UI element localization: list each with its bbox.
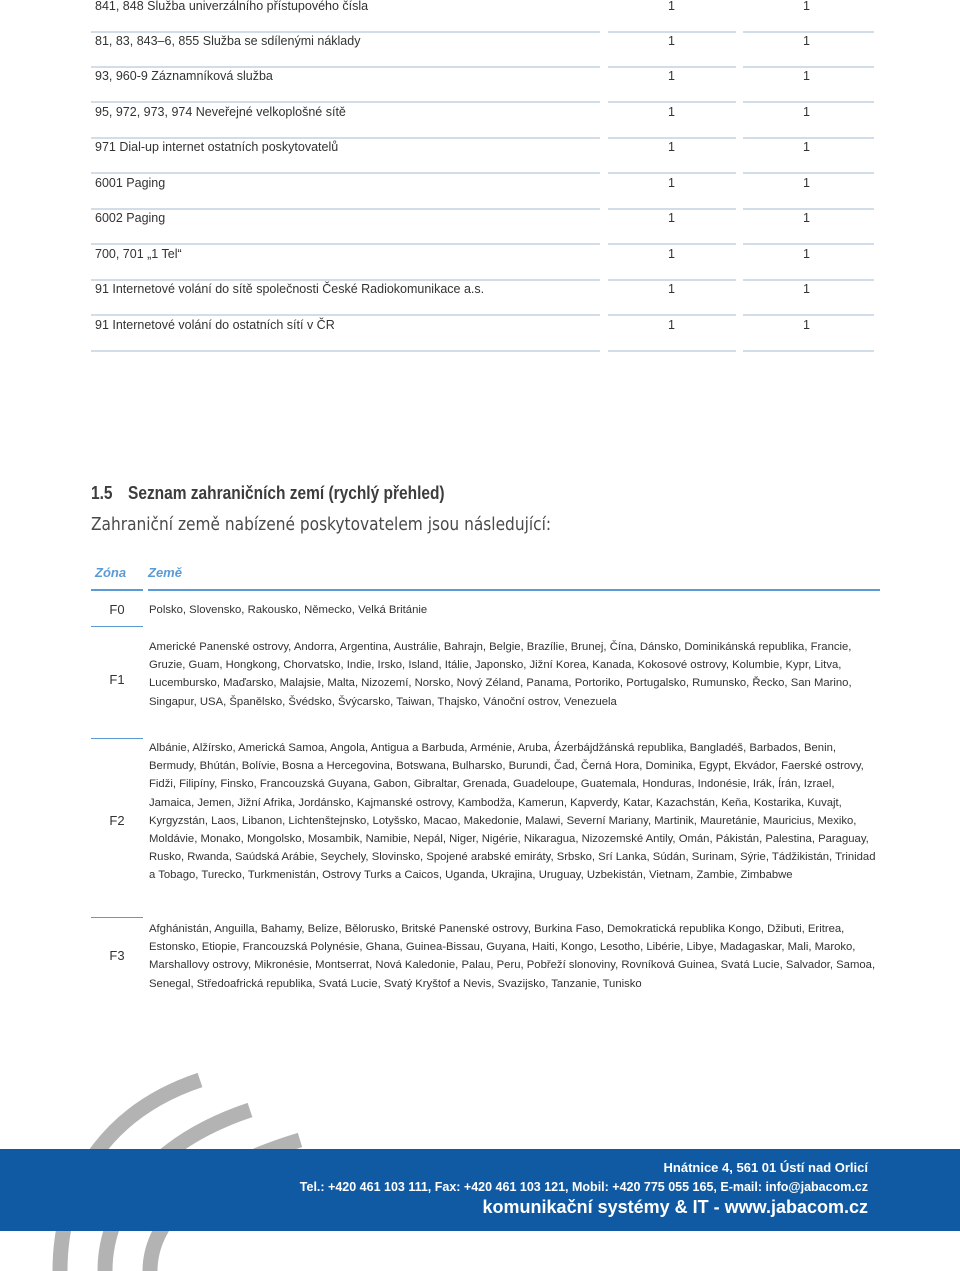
row-divider <box>608 314 736 316</box>
service-value-2: 1 <box>803 140 810 154</box>
zone-label: F3 <box>109 948 125 963</box>
section-title: Seznam zahraničních zemí (rychlý přehled) <box>128 483 445 503</box>
zone-countries: Americké Panenské ostrovy, Andorra, Argentina, Austrálie, Bahrajn, Belgie, Brazílie, Brunej, Čína, Dánsko, Dominikánská republika, Francie, Gruzie, Guam, Hongkong, Chorvatsko, Indie, Irsko, Island, Itálie, Japonsko, Jižní Korea, Kanada, Kokosové ostrovy, Kolumbie, Kypr, Litva, Lucembursko, Maďarsko, Malajsie, Malta, Nizozemí, Norsko, Nový Zéland, Panama, Portoriko, Portugalsko, Rumunsko, Řecko, San Marino, Singapur, USA, Španělsko, Švédsko, Švýcarsko, Taiwan, Thajsko, Vánoční ostrov, Venezuela <box>149 641 852 708</box>
table-row <box>0 212 960 247</box>
header-divider <box>148 589 880 591</box>
section-number: 1.5 <box>91 483 113 503</box>
footer-tagline: komunikační systémy & IT - www.jabacom.cz <box>482 1197 868 1217</box>
row-divider <box>608 279 736 281</box>
row-divider <box>743 66 874 68</box>
service-name: 841, 848 Služba univerzálního přístupového čísla <box>95 0 369 13</box>
row-divider <box>91 137 600 139</box>
service-value-1: 1 <box>668 318 675 332</box>
row-divider <box>91 279 600 281</box>
service-name: 91 Internetové volání do sítě společnosti České Radiokomunikace a.s. <box>95 282 485 296</box>
row-divider <box>91 31 600 33</box>
row-divider <box>743 208 874 210</box>
zone-label: F1 <box>109 672 125 687</box>
row-divider <box>608 208 736 210</box>
table-row <box>0 601 960 631</box>
service-value-2: 1 <box>803 34 810 48</box>
row-divider <box>91 66 600 68</box>
zone-label: F2 <box>109 813 125 828</box>
row-divider <box>91 626 143 627</box>
row-divider <box>91 917 143 918</box>
row-divider <box>608 101 736 103</box>
row-divider <box>91 350 600 352</box>
row-divider <box>91 101 600 103</box>
row-divider <box>91 314 600 316</box>
service-value-1: 1 <box>668 105 675 119</box>
service-value-1: 1 <box>668 211 675 225</box>
table-row <box>0 248 960 283</box>
service-value-2: 1 <box>803 282 810 296</box>
zone-column-header: Zóna <box>95 565 127 580</box>
service-name: 93, 960-9 Záznamníková služba <box>95 69 273 83</box>
service-name: 6002 Paging <box>95 211 166 225</box>
row-divider <box>743 31 874 33</box>
service-name: 95, 972, 973, 974 Neveřejné velkoplošné sítě <box>95 105 346 119</box>
row-divider <box>91 208 600 210</box>
countries-column-header: Země <box>148 565 182 580</box>
row-divider <box>608 66 736 68</box>
table-row <box>0 739 960 919</box>
row-divider <box>608 31 736 33</box>
footer-contact: Tel.: +420 461 103 111, Fax: +420 461 103 121, Mobil: +420 775 055 165, E-mail: info@jabacom.cz <box>299 1180 868 1194</box>
row-divider <box>91 172 600 174</box>
table-row <box>0 106 960 141</box>
table-row <box>0 283 960 318</box>
row-divider <box>91 243 600 245</box>
service-name: 91 Internetové volání do ostatních sítí v ČR <box>95 318 335 332</box>
service-value-1: 1 <box>668 69 675 83</box>
service-value-1: 1 <box>668 34 675 48</box>
footer-address: Hnátnice 4, 561 01 Ústí nad Orlicí <box>663 1160 868 1175</box>
row-divider <box>608 137 736 139</box>
row-divider <box>743 243 874 245</box>
service-value-1: 1 <box>668 247 675 261</box>
row-divider <box>743 172 874 174</box>
service-name: 700, 701 „1 Tel“ <box>95 247 182 261</box>
service-name: 81, 83, 843–6, 855 Služba se sdílenými náklady <box>95 34 361 48</box>
row-divider <box>743 137 874 139</box>
row-divider <box>608 243 736 245</box>
row-divider <box>608 350 736 352</box>
table-row <box>0 319 960 354</box>
service-value-1: 1 <box>668 140 675 154</box>
service-value-2: 1 <box>803 211 810 225</box>
service-value-2: 1 <box>803 0 810 13</box>
section-heading <box>91 483 445 504</box>
table-row <box>0 638 960 738</box>
service-value-2: 1 <box>803 105 810 119</box>
table-row <box>0 35 960 70</box>
table-row <box>0 70 960 105</box>
table-row <box>0 141 960 176</box>
service-value-1: 1 <box>668 0 675 13</box>
service-value-2: 1 <box>803 318 810 332</box>
service-name: 6001 Paging <box>95 176 166 190</box>
footer-band <box>0 1149 960 1231</box>
service-value-1: 1 <box>668 282 675 296</box>
row-divider <box>743 101 874 103</box>
zone-countries: Afghánistán, Anguilla, Bahamy, Belize, Bělorusko, Britské Panenské ostrovy, Burkina Faso, Demokratická republika Kongo, Džibuti, Eritrea, Estonsko, Etiopie, Francouzská Polynésie, Ghana, Guinea-Bissau, Guyana, Haiti, Kongo, Lesotho, Libérie, Libye, Madagaskar, Mali, Maroko, Marshallovy ostrovy, Mikronésie, Montserrat, Nová Kaledonie, Palau, Peru, Pobřeží slonoviny, Rovníková Guinea, Svatá Lucie, Salvador, Samoa, Senegal, Středoafrická republika, Svatá Lucie, Svatý Kryštof a Nevis, Svazijsko, Tanzanie, Tunisko <box>149 923 876 990</box>
table-row <box>0 920 960 1000</box>
service-value-1: 1 <box>668 176 675 190</box>
zone-countries: Polsko, Slovensko, Rakousko, Německo, Velká Británie <box>149 604 428 616</box>
table-row <box>0 0 960 35</box>
row-divider <box>743 314 874 316</box>
service-value-2: 1 <box>803 247 810 261</box>
service-name: 971 Dial-up internet ostatních poskytovatelů <box>95 140 339 154</box>
row-divider <box>743 350 874 352</box>
header-divider <box>91 589 143 591</box>
row-divider <box>608 172 736 174</box>
zone-countries: Albánie, Alžírsko, Americká Samoa, Angola, Antigua a Barbuda, Arménie, Aruba, Ázerbájdžánská republika, Bangladéš, Barbados, Benin, Bermudy, Bhútán, Bolívie, Bosna a Hercegovina, Botswana, Bulharsko, Burundi, Čad, Černá Hora, Dominika, Egypt, Ekvádor, Faerské ostrovy, Fidži, Filipíny, Finsko, Francouzská Guyana, Gabon, Gibraltar, Grenada, Guadeloupe, Guatemala, Honduras, Indonésie, Irák, Írán, Izrael, Jamaica, Jemen, Jižní Afrika, Jordánsko, Kajmanské ostrovy, Kambodža, Kamerun, Kapverdy, Katar, Kazachstán, Keňa, Kostarika, Kuvajt, Kyrgyzstán, Laos, Libanon, Lichtenštejnsko, Lotyšsko, Macao, Makedonie, Malawi, Severní Mariany, Martinik, Mauretánie, Mauricius, Mexiko, Moldávie, Monako, Mongolsko, Mosambik, Namibie, Nepál, Niger, Nigérie, Nikaragua, Nizozemské Antily, Omán, Pákistán, Palestina, Paraguay, Rusko, Rwanda, Saúdská Arábie, Seychely, Slovinsko, Spojené arabské emiráty, Srbsko, Srí Lanka, Súdán, Surinam, Sýrie, Tádžikistán, Trinidad a Tobago, Turecko, Turkmenistán, Ostrovy Turks a Caicos, Uganda, Ukrajina, Uruguay, Uzbekistán, Vietnam, Zambie, Zimbabwe <box>149 742 876 882</box>
row-divider <box>743 279 874 281</box>
service-value-2: 1 <box>803 176 810 190</box>
section-intro: Zahraniční země nabízené poskytovatelem jsou následující: <box>91 515 552 535</box>
zone-label: F0 <box>109 602 125 617</box>
table-row <box>0 177 960 212</box>
service-value-2: 1 <box>803 69 810 83</box>
